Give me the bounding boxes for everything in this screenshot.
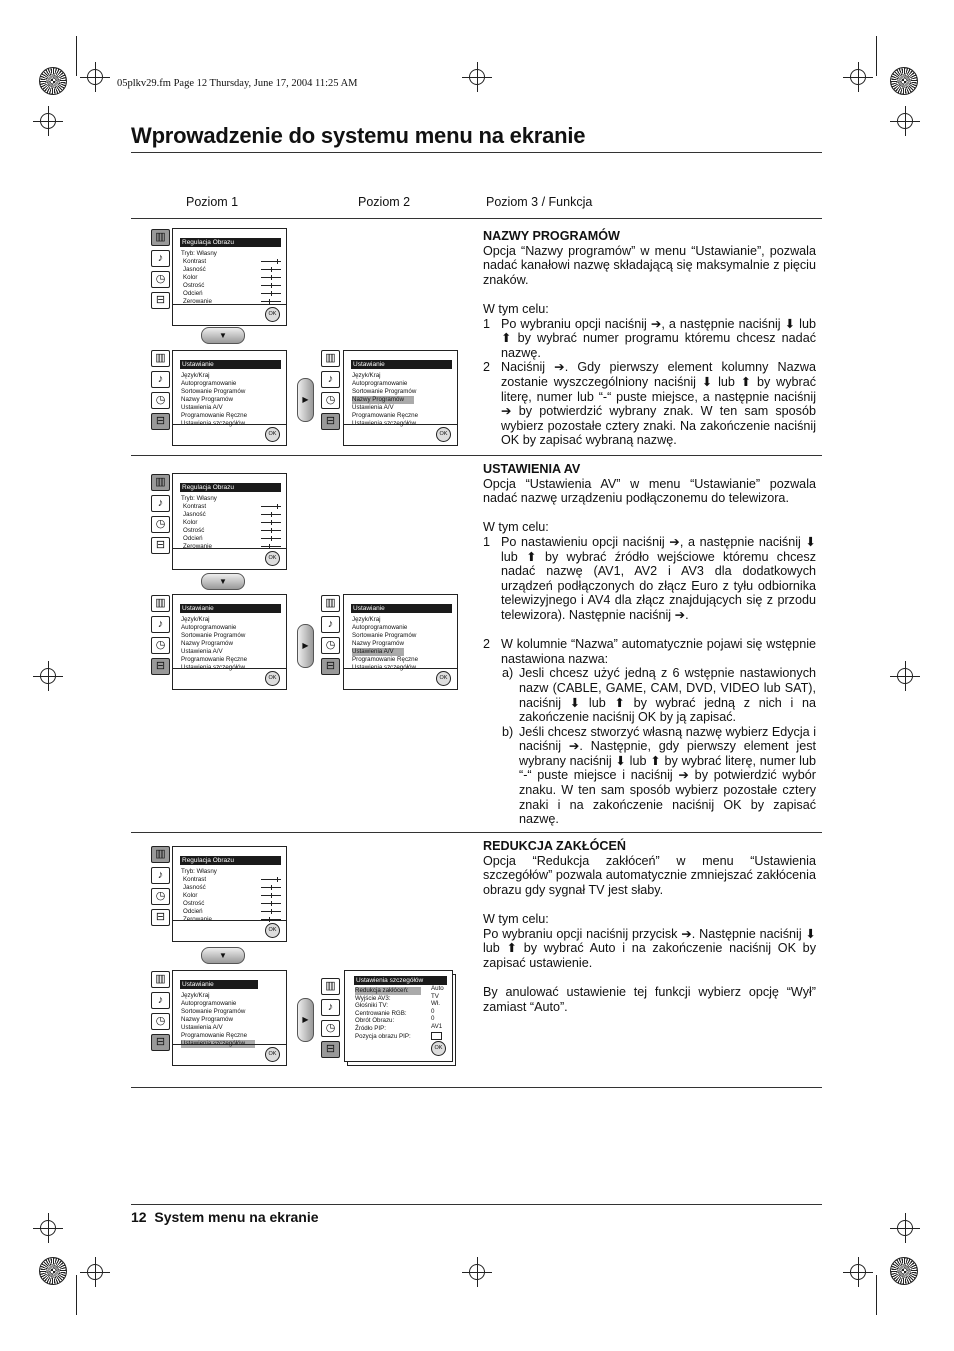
menu-item: Ustawienia A/V xyxy=(181,404,223,411)
menu-item: Źródło PIP: xyxy=(355,1024,386,1032)
menu-item-highlighted: Nazwy Programów xyxy=(352,396,414,404)
setup-menu-screen-selected xyxy=(343,350,458,446)
level2-icon-column xyxy=(321,350,339,434)
level1-icon-column xyxy=(151,595,169,679)
menu-title: Regulacja Obrazu xyxy=(180,483,281,492)
menu-item: Kolor xyxy=(183,892,198,899)
menu-item: Autoprogramowanie xyxy=(352,380,408,387)
level2-icon-column xyxy=(321,978,339,1062)
menu-item: Język/Kraj xyxy=(181,372,210,379)
toolbox-icon: ⊟ xyxy=(151,658,170,675)
registration-starburst-top-right xyxy=(890,67,918,95)
crop-mark xyxy=(76,36,77,76)
menu-item: Sortowanie Programów xyxy=(352,388,417,395)
menu-item: Programowanie Ręczne xyxy=(181,1032,248,1039)
menu-item: Nazwy Programów xyxy=(352,640,404,647)
ok-icon: OK xyxy=(265,1047,280,1062)
menu-item: Ustawienia A/V xyxy=(181,648,223,655)
right-arrow-icon: ▶ xyxy=(297,378,314,422)
page-footer: 12 System menu na ekranie xyxy=(131,1209,319,1225)
menu-value: AV1 xyxy=(431,1022,443,1030)
registration-starburst-bottom-right xyxy=(890,1257,918,1285)
right-arrow-icon: ▶ xyxy=(297,998,314,1042)
ok-icon: OK xyxy=(431,1041,446,1056)
menu-item: Sortowanie Programów xyxy=(181,1008,246,1015)
step-text: Po nastawieniu opcji naciśnij ➔, a następnie naciśnij ⬇ lub ⬆ by wybrać źródło wejściowe któremu chcesz nadać nazwę (AV1, AV2 i AV3 dla dodatkowych urządzeń podłączonych do złącz Euro z tyłu odbiornika telewizyjnego i AV4 dla złącz znajdujących się z przodu telewizora). Następnie naciśnij ➔. xyxy=(501,534,816,622)
registration-mark-top-1 xyxy=(80,62,110,92)
menu-item: Odcień xyxy=(183,535,203,542)
down-arrow-icon: ▼ xyxy=(201,573,245,590)
menu-item: Programowanie Ręczne xyxy=(181,656,248,663)
menu-item: Sortowanie Programów xyxy=(352,632,417,639)
menu-title: Ustawianie xyxy=(351,604,452,613)
menu-title: Regulacja Obrazu xyxy=(180,238,281,247)
level1-icon-column xyxy=(151,971,169,1055)
picture-icon: ▥ xyxy=(151,846,170,863)
toolbox-icon: ⊟ xyxy=(151,537,170,554)
menu-item: Zerowanie xyxy=(183,916,212,923)
section-rule xyxy=(131,832,822,833)
menu-item: Odcień xyxy=(183,290,203,297)
menu-item: Programowanie Ręczne xyxy=(181,412,248,419)
setup-menu-screen-selected xyxy=(343,594,458,690)
menu-item: Tryb: Własny xyxy=(181,250,217,257)
picture-icon: ▥ xyxy=(151,229,170,246)
menu-item: Sortowanie Programów xyxy=(181,388,246,395)
picture-menu-screen xyxy=(172,228,287,326)
menu-item: Ustawienia szczegółów xyxy=(352,420,416,427)
setup-menu-screen xyxy=(172,594,287,690)
step-number: 1 xyxy=(483,316,491,331)
clock-icon: ◷ xyxy=(321,392,340,409)
toolbox-icon: ⊟ xyxy=(151,413,170,430)
menu-item-highlighted: Ustawienia A/V xyxy=(352,648,404,656)
ok-icon: OK xyxy=(265,427,280,442)
picture-menu-screen xyxy=(172,473,287,570)
menu-item: Język/Kraj xyxy=(181,992,210,999)
paragraph: Po wybraniu opcji naciśnij przycisk ➔. Następnie naciśnij ⬇ lub ⬆ by wybrać Auto i na zakończenie naciśnij OK by zapisać ustawienie. xyxy=(483,926,816,970)
note-icon: ♪ xyxy=(151,867,170,884)
menu-item: Kolor xyxy=(183,274,198,281)
clock-icon: ◷ xyxy=(321,637,340,654)
picture-icon: ▥ xyxy=(321,350,340,367)
section-rule xyxy=(131,1087,822,1088)
menu-items xyxy=(181,992,255,1048)
menu-item: Język/Kraj xyxy=(181,616,210,623)
file-header-note: 05plkv29.fm Page 12 Thursday, June 17, 2004 11:25 AM xyxy=(117,78,358,89)
menu-title: Ustawianie xyxy=(351,360,452,369)
menu-value: Auto xyxy=(431,985,444,992)
note-icon: ♪ xyxy=(151,495,170,512)
note-icon: ♪ xyxy=(151,371,170,388)
menu-items xyxy=(181,868,217,924)
crop-mark xyxy=(76,1275,77,1315)
page-title: Wprowadzenie do systemu menu na ekranie xyxy=(131,123,586,148)
step-text: Naciśnij ➔. Gdy pierwszy element kolumny Nazwa zostanie wyszczególniony naciśnij ⬇ lub ⬆ by wybrać literę, numer lub “-“ puste miejsce, a następnie naciśnij ➔ by potwierdzić wybrany znak. W ten sam sposób wybierz pozostałe cztery znaki. Na zakończenie naciśnij OK by zapisać wybraną nazwę. xyxy=(501,360,816,448)
menu-item: Ustawienia szczegółów xyxy=(181,664,245,671)
menu-items xyxy=(181,495,217,551)
section-program-names xyxy=(483,229,816,448)
menu-value: 0 xyxy=(431,1015,435,1023)
ok-icon: OK xyxy=(265,307,280,322)
menu-item: Tryb: Własny xyxy=(181,868,217,875)
paragraph: W tym celu: xyxy=(483,520,549,535)
level1-icon-column xyxy=(151,846,169,930)
note-icon: ♪ xyxy=(321,616,340,633)
slider xyxy=(261,522,281,523)
section-av-settings xyxy=(483,462,816,827)
menu-title: Regulacja Obrazu xyxy=(180,856,281,865)
paragraph: W tym celu: xyxy=(483,301,549,316)
setup-menu-screen xyxy=(172,970,287,1066)
menu-item: Autoprogramowanie xyxy=(181,624,237,631)
column-header-rule xyxy=(131,218,822,219)
sub-text: Jeśli chcesz stworzyć własną nazwę wybierz Edycja i naciśnij ➔. Następnie, gdy pierwszy element jest wybrany naciśnij ⬇ lub ⬆ by wybrać literę, numer lub “-“ puste miejsce i naciśnij ➔ by potwierdzić wybór znaku. W ten sam sposób wybierz pozostałe cztery znaki i na zakończenie naciśnij OK by zapisać nazwę. xyxy=(519,724,816,827)
section-noise-reduction xyxy=(483,839,816,1014)
registration-mark-top-2 xyxy=(462,62,492,92)
slider xyxy=(261,879,281,880)
registration-mark-right-1 xyxy=(890,106,920,136)
menu-item-highlighted: Ustawienia szczegółów xyxy=(181,1040,255,1048)
note-icon: ♪ xyxy=(321,999,340,1016)
setup-menu-screen xyxy=(172,350,287,446)
clock-icon: ◷ xyxy=(151,271,170,288)
crop-mark xyxy=(876,1275,877,1315)
slider xyxy=(261,903,281,904)
registration-mark-left-2 xyxy=(33,661,63,691)
menu-item: Ostrość xyxy=(183,527,205,534)
menu-item: Nazwy Programów xyxy=(181,640,233,647)
menu-item: Głośniki TV: xyxy=(355,1002,389,1010)
section-heading: REDUKCJA ZAKŁÓCEŃ xyxy=(483,839,626,853)
menu-item: Nazwy Programów xyxy=(181,1016,233,1023)
menu-item: Wyjście AV3: xyxy=(355,994,391,1002)
level2-icon-column xyxy=(321,595,339,679)
right-arrow-icon: ▶ xyxy=(297,624,314,668)
picture-icon: ▥ xyxy=(321,595,340,612)
ok-icon: OK xyxy=(436,427,451,442)
menu-value: 0 xyxy=(431,1007,435,1015)
clock-icon: ◷ xyxy=(151,637,170,654)
toolbox-icon: ⊟ xyxy=(151,909,170,926)
paragraph: Opcja “Nazwy programów” w menu “Ustawianie”, pozwala nadać kanałowi nazwę składającą się maksymalnie z pięciu znaków. xyxy=(483,243,816,287)
footer-rule xyxy=(131,1204,822,1205)
menu-item: Jasność xyxy=(183,884,206,891)
level1-icon-column xyxy=(151,474,169,558)
registration-mark-right-2 xyxy=(890,661,920,691)
picture-icon: ▥ xyxy=(151,595,170,612)
menu-item: Pozycja obrazu PIP: xyxy=(355,1032,411,1040)
slider xyxy=(261,895,281,896)
menu-item: Kontrast xyxy=(183,503,207,510)
registration-mark-bottom-3 xyxy=(843,1257,873,1287)
menu-items xyxy=(352,616,418,672)
registration-mark-right-3 xyxy=(890,1213,920,1243)
clock-icon: ◷ xyxy=(321,1020,340,1037)
registration-starburst-bottom-left xyxy=(39,1257,67,1285)
menu-items xyxy=(181,250,217,306)
slider xyxy=(261,530,281,531)
column-header-level1: Poziom 1 xyxy=(186,195,239,209)
toolbox-icon: ⊟ xyxy=(321,413,340,430)
menu-item: Odcień xyxy=(183,908,203,915)
slider xyxy=(261,301,281,302)
clock-icon: ◷ xyxy=(151,1013,170,1030)
menu-item: Tryb: Własny xyxy=(181,495,217,502)
slider xyxy=(261,269,281,270)
slider xyxy=(261,538,281,539)
level1-icon-column xyxy=(151,350,169,434)
slider xyxy=(261,261,281,262)
step-text: W kolumnie “Nazwa” automatycznie pojawi się wstępnie nastawiona nazwa: xyxy=(501,637,816,666)
menu-items xyxy=(352,372,418,428)
menu-values xyxy=(431,985,444,1040)
registration-mark-top-3 xyxy=(843,62,873,92)
menu-item: Ustawienia A/V xyxy=(352,404,394,411)
down-arrow-icon: ▼ xyxy=(201,327,245,344)
step-number: 2 xyxy=(483,637,491,652)
registration-mark-bottom-1 xyxy=(80,1257,110,1287)
toolbox-icon: ⊟ xyxy=(151,1034,170,1051)
slider xyxy=(261,546,281,547)
menu-value: TV xyxy=(431,992,439,1000)
note-icon: ♪ xyxy=(151,250,170,267)
menu-item: Ustawienia szczegółów xyxy=(181,420,245,427)
menu-item: Zerowanie xyxy=(183,298,212,305)
menu-item: Programowanie Ręczne xyxy=(352,656,419,663)
menu-item: Kolor xyxy=(183,519,198,526)
picture-icon: ▥ xyxy=(151,971,170,988)
note-icon: ♪ xyxy=(151,616,170,633)
step-number: 1 xyxy=(483,534,491,549)
menu-item: Programowanie Ręczne xyxy=(352,412,419,419)
registration-starburst-top-left xyxy=(39,67,67,95)
menu-item: Centrowanie RGB: xyxy=(355,1009,407,1017)
column-header-level3: Poziom 3 / Funkcja xyxy=(486,195,593,209)
clock-icon: ◷ xyxy=(151,888,170,905)
paragraph: Opcja “Redukcja zakłóceń” w menu “Ustawienia szczegółów” pozwala automatycznie zmniejszać zakłócenia obrazu gdy sygnał TV jest słaby. xyxy=(483,853,816,897)
menu-item: Ustawienia szczegółów xyxy=(352,664,416,671)
pip-position-icon xyxy=(431,1032,442,1040)
menu-items xyxy=(181,616,247,672)
picture-menu-screen xyxy=(172,846,287,942)
menu-title: Ustawianie xyxy=(180,604,281,613)
registration-mark-left-3 xyxy=(33,1213,63,1243)
step-number: 2 xyxy=(483,360,491,375)
picture-icon: ▥ xyxy=(151,350,170,367)
menu-item: Sortowanie Programów xyxy=(181,632,246,639)
down-arrow-icon: ▼ xyxy=(201,947,245,964)
paragraph: W tym celu: xyxy=(483,911,549,926)
menu-item: Autoprogramowanie xyxy=(181,380,237,387)
section-heading: NAZWY PROGRAMÓW xyxy=(483,229,620,243)
sub-text: Jesli chcesz użyć jedną z 6 wstępnie nastawionych nazw (CABLE, GAME, CAM, DVD, VIDEO lub SAT), naciśnij ⬇ lub ⬆ by wybrać jedną z nich i na zakończenie naciśnij OK by ją zapisać. xyxy=(519,666,816,725)
ok-icon: OK xyxy=(265,923,280,938)
title-rule xyxy=(131,152,822,153)
menu-item: Kontrast xyxy=(183,876,207,883)
menu-item: Ostrość xyxy=(183,900,205,907)
menu-item: Język/Kraj xyxy=(352,372,381,379)
registration-mark-bottom-2 xyxy=(462,1257,492,1287)
clock-icon: ◷ xyxy=(151,516,170,533)
menu-items xyxy=(181,372,247,428)
section-rule xyxy=(131,455,822,456)
note-icon: ♪ xyxy=(151,992,170,1009)
slider xyxy=(261,911,281,912)
ok-icon: OK xyxy=(436,671,451,686)
toolbox-icon: ⊟ xyxy=(321,1041,340,1058)
menu-item: Ustawienia A/V xyxy=(181,1024,223,1031)
menu-item: Nazwy Programów xyxy=(181,396,233,403)
toolbox-icon: ⊟ xyxy=(321,658,340,675)
slider xyxy=(261,285,281,286)
picture-icon: ▥ xyxy=(321,978,340,995)
paragraph: By anulować ustawienie tej funkcji wybierz opcję “Wył” zamiast “Auto”. xyxy=(483,984,816,1014)
paragraph: Opcja “Ustawienia AV” w menu “Ustawianie” pozwala nadać nazwę urządzeniu podłączonemu do telewizora. xyxy=(483,476,816,506)
note-icon: ♪ xyxy=(321,371,340,388)
level1-icon-column xyxy=(151,229,169,313)
menu-item: Jasność xyxy=(183,266,206,273)
slider xyxy=(261,514,281,515)
detail-settings-screen xyxy=(344,970,453,1062)
menu-item: Jasność xyxy=(183,511,206,518)
menu-title: Ustawianie xyxy=(180,980,258,989)
slider xyxy=(261,887,281,888)
menu-item: Autoprogramowanie xyxy=(181,1000,237,1007)
crop-mark xyxy=(876,36,877,76)
step-text: Po wybraniu opcji naciśnij ➔, a następnie naciśnij ⬇ lub ⬆ by wybrać numer programu któremu chcesz nadać nazwę. xyxy=(501,316,816,360)
slider xyxy=(261,506,281,507)
section-heading: USTAWIENIA AV xyxy=(483,462,581,476)
toolbox-icon: ⊟ xyxy=(151,292,170,309)
menu-item: Ostrość xyxy=(183,282,205,289)
slider xyxy=(261,293,281,294)
menu-item: Język/Kraj xyxy=(352,616,381,623)
menu-item: Obrót Obrazu: xyxy=(355,1017,395,1025)
sub-label: b) xyxy=(502,724,514,739)
menu-title: Ustawianie xyxy=(180,360,281,369)
menu-item: Zerowanie xyxy=(183,543,212,550)
menu-value: Wł. xyxy=(431,1000,440,1008)
clock-icon: ◷ xyxy=(151,392,170,409)
menu-item: Kontrast xyxy=(183,258,207,265)
menu-title: Ustawienia szczegółów xyxy=(354,976,447,985)
registration-mark-left-1 xyxy=(33,106,63,136)
menu-item: Autoprogramowanie xyxy=(352,624,408,631)
picture-icon: ▥ xyxy=(151,474,170,491)
menu-items xyxy=(355,987,421,1040)
ok-icon: OK xyxy=(265,551,280,566)
ok-icon: OK xyxy=(265,671,280,686)
sub-label: a) xyxy=(502,666,514,681)
column-header-level2: Poziom 2 xyxy=(358,195,411,209)
menu-item-highlighted: Redukcja zakłóceń: xyxy=(355,987,421,995)
slider xyxy=(261,277,281,278)
